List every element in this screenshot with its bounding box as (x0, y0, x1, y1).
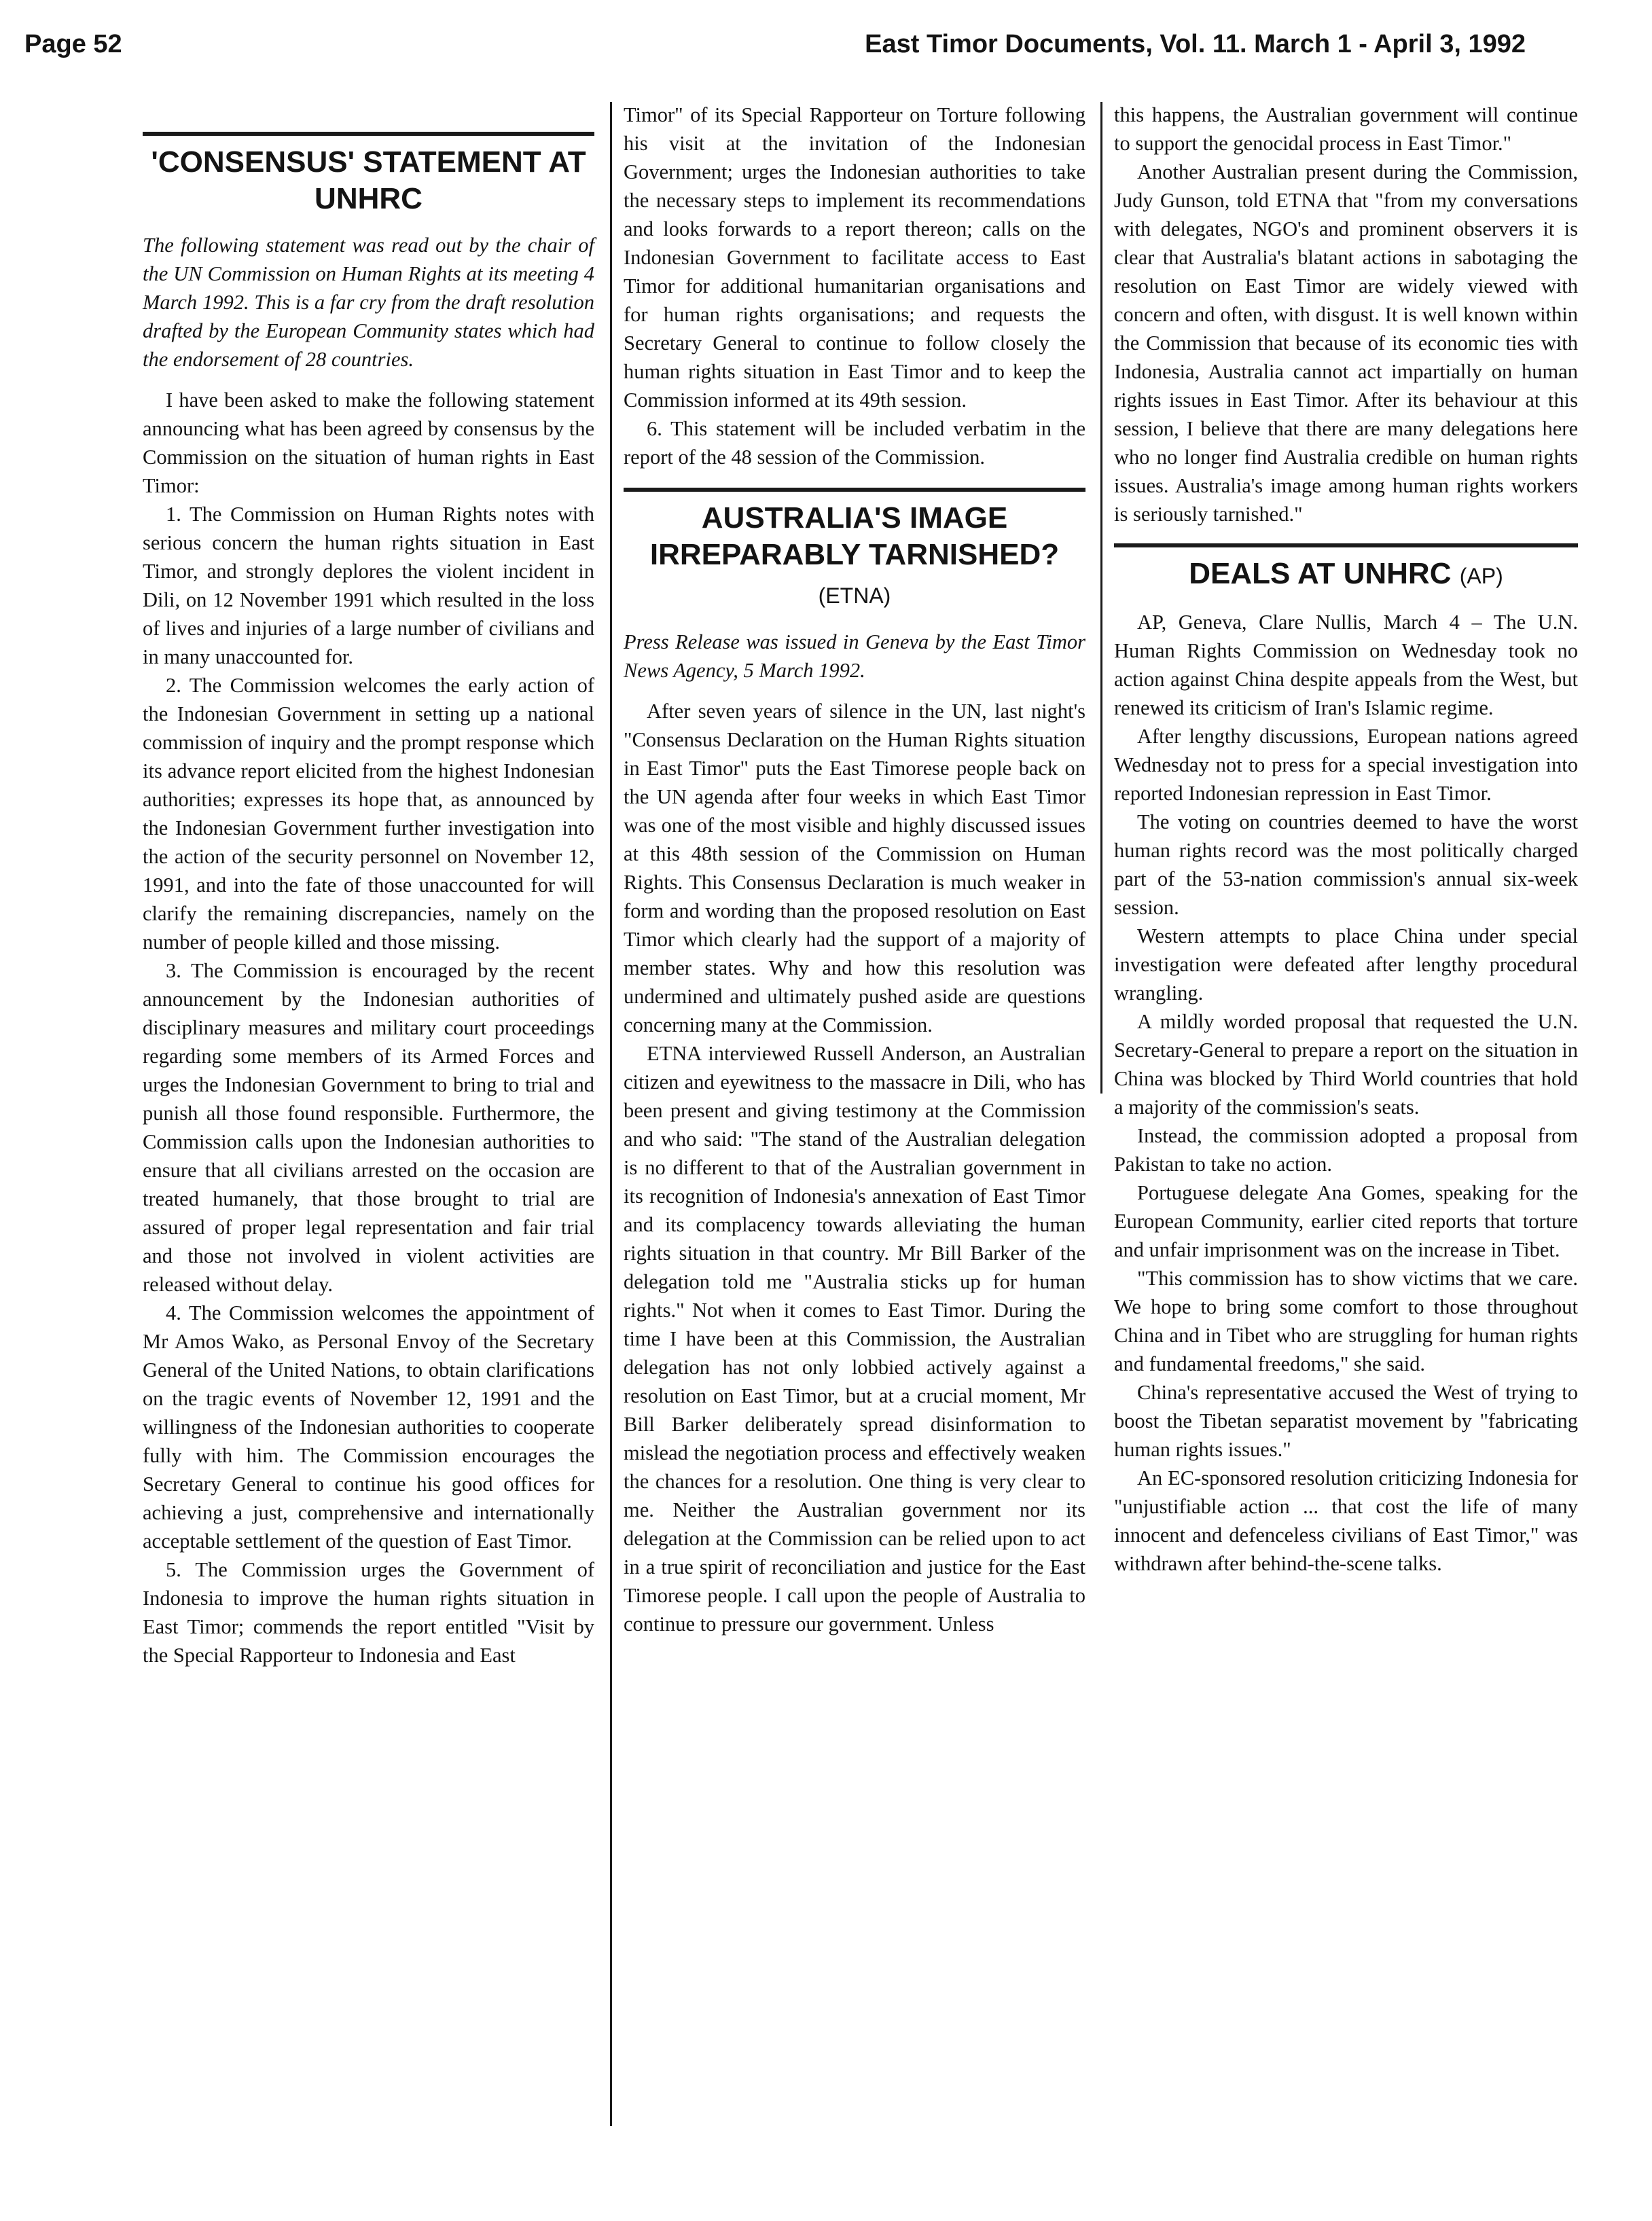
section-rule (1114, 543, 1578, 547)
article3-paragraph: After lengthy discussions, European nations agreed Wednesday not to press for a special investigation into reported Indonesian repression in East Timor. (1114, 725, 1578, 805)
article3-headline: DEALS AT UNHRC (1189, 557, 1452, 590)
article1-paragraph: 6. This statement will be included verbatim in the report of the 48 session of the Commission. (624, 417, 1085, 469)
page-number: Page 52 (24, 30, 122, 58)
article3-headline-row (1114, 556, 1578, 594)
article3-paragraph: An EC-sponsored resolution criticizing Indonesia for "unjustifiable action ... that cost the life of many innocent and defenceless civilians of East Timor," was withdrawn after behind-the-scene talks. (1114, 1466, 1578, 1575)
article3-paragraph: "This commission has to show victims that we care. We hope to bring some comfort to those throughout China and in Tibet who are struggling for human rights and fundamental freedoms," she said. (1114, 1267, 1578, 1375)
column-2 (624, 101, 1085, 1638)
article1-paragraph: I have been asked to make the following statement announcing what has been agreed by consensus by the Commission on the situation of human rights in East Timor: (143, 389, 594, 497)
article2-paragraph: ETNA interviewed Russell Anderson, an Australian citizen and eyewitness to the massacre in Dili, who has been present and giving testimony at the Commission and who said: "The stand of the Australian delegation is no different to that of the Australian government in its recognition of Indonesia's annexation of East Timor and its complacency towards alleviating the human rights situation in that country. Mr Bill Barker of the delegation told me "Australia sticks up for human rights." Not when it comes to East Timor. During the time I have been at this Commission, the Australian delegation has not only lobbied actively against a resolution on East Timor, but at a crucial moment, Mr Bill Barker deliberately spread disinformation to mislead the negotiation process and effectively weaken the chances for a resolution. One thing is very clear to me. Neither the Australian government nor its delegation at the Commission can be relied upon to act in a true spirit of reconciliation and justice for the East Timorese people. I call upon the people of Australia to continue to pressure our government. Unless (624, 1042, 1085, 1636)
section-rule (624, 488, 1085, 492)
article3-paragraph: Portuguese delegate Ana Gomes, speaking for the European Community, earlier cited reports that torture and unfair imprisonment was on the increase in Tibet. (1114, 1181, 1578, 1261)
article1-paragraph: Timor" of its Special Rapporteur on Torture following his visit at the invitation of the Indonesian Government; urges the Indonesian authorities to take the necessary steps to implement its recommendations and looks forwards to a report thereon; calls on the Indonesian Government to facilitate access to East Timor for additional humanitarian organisations and for human rights organisations; and requests the Secretary General to continue to follow closely the human rights situation in East Timor and to keep the Commission informed at its 49th session. (624, 103, 1085, 412)
page-header (24, 30, 1526, 71)
article3-paragraph: The voting on countries deemed to have the worst human rights record was the most politically charged part of the 53-nation commission's annual six-week session. (1114, 810, 1578, 919)
article2-paragraph: After seven years of silence in the UN, last night's "Consensus Declaration on the Human Rights situation in East Timor" puts the East Timorese people back on the UN agenda after four weeks in which East Timor was one of the most visible and highly discussed issues at this 48th session of the Commission on Human Rights. This Consensus Declaration is much weaker in form and wording than the proposed resolution on East Timor which clearly had the support of a majority of member states. Why and how this resolution was undermined and ultimately pushed aside are questions concerning many at the Commission. (624, 700, 1085, 1036)
publication-title: East Timor Documents, Vol. 11. March 1 - April 3, 1992 (865, 30, 1526, 58)
article1-headline: 'CONSENSUS' STATEMENT AT UNHRC (151, 145, 586, 215)
article3-subhead: (AP) (1459, 564, 1503, 588)
article2-paragraph: Another Australian present during the Commission, Judy Gunson, told ETNA that "from my conversations with delegates, NGO's and prominent observers it is clear that Australia's blatant actions in sabotaging the resolution on East Timor are widely viewed with concern and often, with disgust. It is well known within the Commission that because of its economic ties with Indonesia, Australia cannot act impartially on human rights issues in East Timor. After its behaviour at this session, I believe that there are many delegations here who no longer find Australia credible on human rights issues. Australia's image among human rights workers is seriously tarnished." (1114, 160, 1578, 526)
column-1 (143, 101, 594, 1669)
article3-paragraph: China's representative accused the West of trying to boost the Tibetan separatist movement by "fabricating human rights issues." (1114, 1381, 1578, 1461)
article2-intro: Press Release was issued in Geneva by the East Timor News Agency, 5 March 1992. (624, 630, 1085, 682)
article2-paragraph: this happens, the Australian government will continue to support the genocidal process in East Timor." (1114, 103, 1578, 155)
column-divider-1 (610, 102, 612, 2126)
section-rule (143, 132, 594, 136)
article1-paragraph: 5. The Commission urges the Government of Indonesia to improve the human rights situation in East Timor; commends the report entitled "Visit by the Special Rapporteur to Indonesia and East (143, 1558, 594, 1667)
column-3 (1114, 101, 1578, 1578)
article3-paragraph: Western attempts to place China under special investigation were defeated after lengthy procedural wrangling. (1114, 924, 1578, 1005)
column-divider-2 (1100, 102, 1102, 1094)
article1-paragraph: 4. The Commission welcomes the appointment of Mr Amos Wako, as Personal Envoy of the Secretary General of the United Nations, to obtain clarifications on the tragic events of November 12, 1991 and the willingness of the Indonesian authorities to cooperate fully with him. The Commission encourages the Secretary General to continue his good offices for achieving a just, comprehensive and internationally acceptable settlement of the question of East Timor. (143, 1301, 594, 1553)
article1-paragraph: 1. The Commission on Human Rights notes with serious concern the human rights situation in East Timor, and strongly deplores the violent incident in Dili, on 12 November 1991 which resulted in the loss of lives and injuries of a large number of civilians and in many unaccounted for. (143, 503, 594, 668)
article2-headline: AUSTRALIA'S IMAGE IRREPARABLY TARNISHED? (649, 501, 1060, 571)
article1-paragraph: 3. The Commission is encouraged by the recent announcement by the Indonesian authorities of disciplinary measures and military court proceedings regarding some members of its Armed Forces and urges the Indonesian Government to bring to trial and punish all those found responsible. Furthermore, the Commission calls upon the Indonesian authorities to ensure that all civilians arrested on the occasion are treated humanely, that those brought to trial are assured of proper legal representation and fair trial and those not involved in violent activities are released without delay. (143, 959, 594, 1296)
article1-intro: The following statement was read out by the chair of the UN Commission on Human Rights at its meeting 4 March 1992. This is a far cry from the draft resolution drafted by the European Community states which had the endorsement of 28 countries. (143, 234, 594, 371)
article3-paragraph: AP, Geneva, Clare Nullis, March 4 – The U.N. Human Rights Commission on Wednesday took no action against China despite appeals from the West, but renewed its criticism of Iran's Islamic regime. (1114, 611, 1578, 719)
article3-paragraph: Instead, the commission adopted a proposal from Pakistan to take no action. (1114, 1124, 1578, 1176)
article3-paragraph: A mildly worded proposal that requested the U.N. Secretary-General to prepare a report on the situation in China was blocked by Third World countries that hold a majority of the commission's seats. (1114, 1010, 1578, 1119)
article2-subhead: (ETNA) (818, 583, 891, 608)
article1-paragraph: 2. The Commission welcomes the early action of the Indonesian Government in setting up a national commission of inquiry and the prompt response which its advance report elicited from the highest Indonesian authorities; expresses its hope that, as announced by the Indonesian Government further investigation into the action of the security personnel on November 12, 1991, and into the fate of those unaccounted for will clarify the remaining discrepancies, namely on the number of people killed and those missing. (143, 674, 594, 954)
